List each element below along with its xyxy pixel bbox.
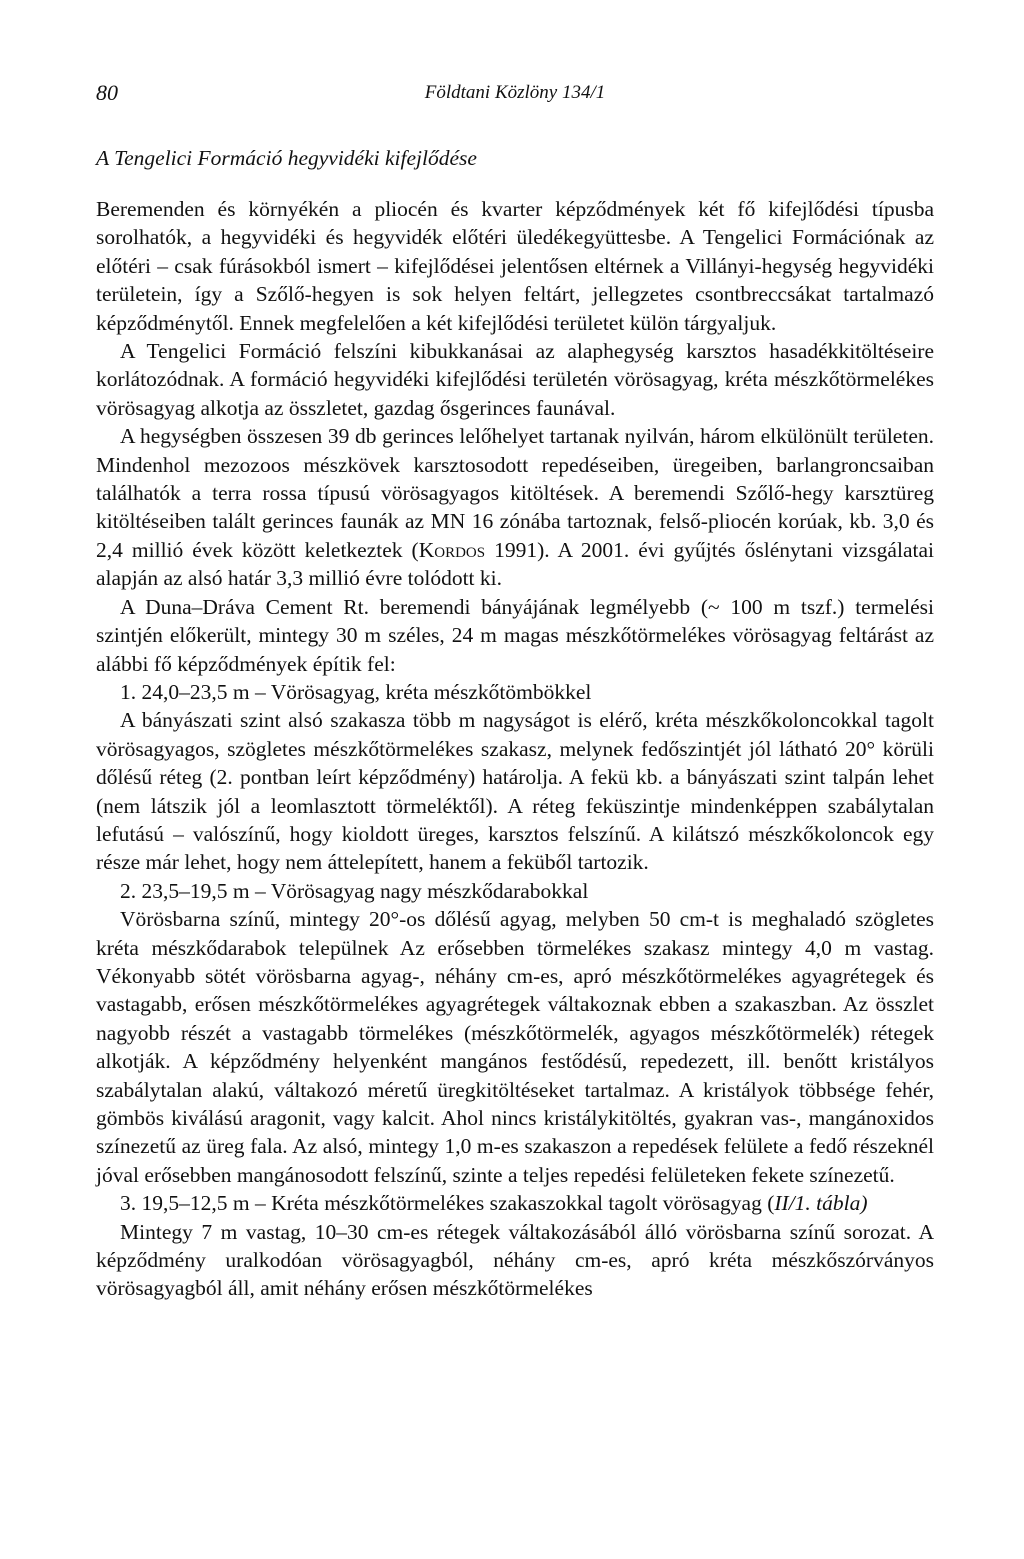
layer-heading: 2. 23,5–19,5 m – Vörösagyag nagy mészkődarabokkal [120,878,589,903]
page-number: 80 [96,80,118,105]
plate-reference: II/1. tábla [774,1191,861,1216]
layer-heading-close: ) [860,1191,868,1216]
section-heading: A Tengelici Formáció hegyvidéki kifejlődése [96,146,477,170]
layer-heading [96,1189,934,1217]
page [96,75,934,1303]
paragraph-text: A hegységben összesen 39 db gerinces lelőhelyet tartanak nyilván, három elkülönült területen. Mindenhol mezozoos mészkövek karsztosodott repedéseiben, üregeiben, barlangroncsaiban találhatók a terra rossa típusú vörösagyagos kitöltések. A beremendi Szőlő-hegy karsztüreg kitöltéseiben talált gerinces faunák az MN 16 zónába tartoznak, felső-pliocén korúak, kb. 3,0 és 2,4 millió évek között keletkeztek ( [96,424,934,562]
paragraph: Beremenden és környékén a pliocén és kvarter képződmények két fő kifejlődési típusba sorolhatók, a hegyvidéki és hegyvidék előtéri üledékegyüttesbe. A Tengelici Formációnak az előtéri – csak fúrásokból ismert – kifejlődései jelentősen eltérnek a Villányi-hegység hegyvidéki területein, így a Szőlő-hegyen is sok helyen feltárt, jellegzetes csontbreccsákat tartalmazó képződménytől. Ennek megfelelően a két kifejlődési területet külön tárgyaljuk. [96,197,934,335]
journal-title: Földtani Közlöny 134/1 [424,82,606,103]
paragraph [96,422,934,592]
citation-author: Kordos [418,537,486,562]
layer-heading-text: 3. 19,5–12,5 m – Kréta mészkőtörmelékes szakaszokkal tagolt vörösagyag ( [120,1191,775,1216]
layer-description: Vörösbarna színű, mintegy 20°-os dőlésű agyag, melyben 50 cm-t is meghaladó szögletes kréta mészkődarabok települnek Az erősebben törmelékes szakasz mintegy 4,0 m vastag. Vékonyabb sötét vörösbarna agyag-, néhány cm-es, apró mészkőtörmelékes agyagrétegek és vastagabb, erősen mészkőtörmelékes agyagrétegek váltakoznak ebben a szakaszban. Az összlet nagyobb részét a vastagabb törmelékes (mészkőtörmelék, agyagos mészkőtörmelék) rétegek alkotják. A képződmény helyenként mangános festődésű, repedezett, ill. benőtt kristályos szabálytalan alakú, váltakozó méretű üregkitöltéseket tartalmaz. A kristályok többsége fehér, gömbös kiválású aragonit, vagy kalcit. Ahol nincs kristálykitöltés, gyakran vas-, mangánoxidos színezetű az üreg fala. Az alsó, mintegy 1,0 m-es szakaszon a repedések felülete a fedő részeknél jóval erősebben mangánosodott felszínű, szinte a teljes repedési felületeken fekete színezetű. [96,907,934,1187]
body-text [96,195,934,1303]
layer-heading: 1. 24,0–23,5 m – Vörösagyag, kréta mészkőtömbökkel [120,679,592,704]
layer-description: A bányászati szint alsó szakasza több m nagyságot is elérő, kréta mészkőkoloncokkal tagolt vörösagyagos, szögletes mészkőtörmelékes szakasz, melynek fedőszintjét jól látható 20° körüli dőlésű réteg (2. pontban leírt képződmény) határolja. A fekü kb. a bányászati szint talpán lehet (nem látszik jól a leomlasztott törmeléktől). A réteg feküszintje mindenképpen szabálytalan lefutású – valószínű, hogy kioldott üreges, karsztos felszínű. A kilátszó mészkőkoloncok egy része már lehet, hogy nem áttelepített, hanem a feküből tartozik. [96,708,934,875]
running-head [96,75,934,111]
paragraph: A Duna–Dráva Cement Rt. beremendi bányájának legmélyebb (~ 100 m tszf.) termelési szintjén előkerült, mintegy 30 m széles, 24 m magas mészkőtörmelékes vörösagyag feltárást az alábbi fő képződmények építik fel: [96,594,934,676]
paragraph: A Tengelici Formáció felszíni kibukkanásai az alaphegység karsztos hasadékkitöltéseire korlátozódnak. A formáció hegyvidéki kifejlődési területén vörösagyag, kréta mészkőtörmelékes vörösagyag alkotja az összletet, gazdag ősgerinces faunával. [96,339,934,420]
layer-description: Mintegy 7 m vastag, 10–30 cm-es rétegek váltakozásából álló vörösbarna színű sorozat. A képződmény uralkodóan vörösagyagból, néhány cm-es, apró kréta mészkőszórványos vörösagyagból áll, amit néhány erősen mészkőtörmelékes [96,1219,934,1301]
paragraph-text: 1991). A 2001. évi gyűjtés őslénytani vizsgálatai alapján az alsó határ 3,3 millió évre tolódott ki. [96,537,934,591]
